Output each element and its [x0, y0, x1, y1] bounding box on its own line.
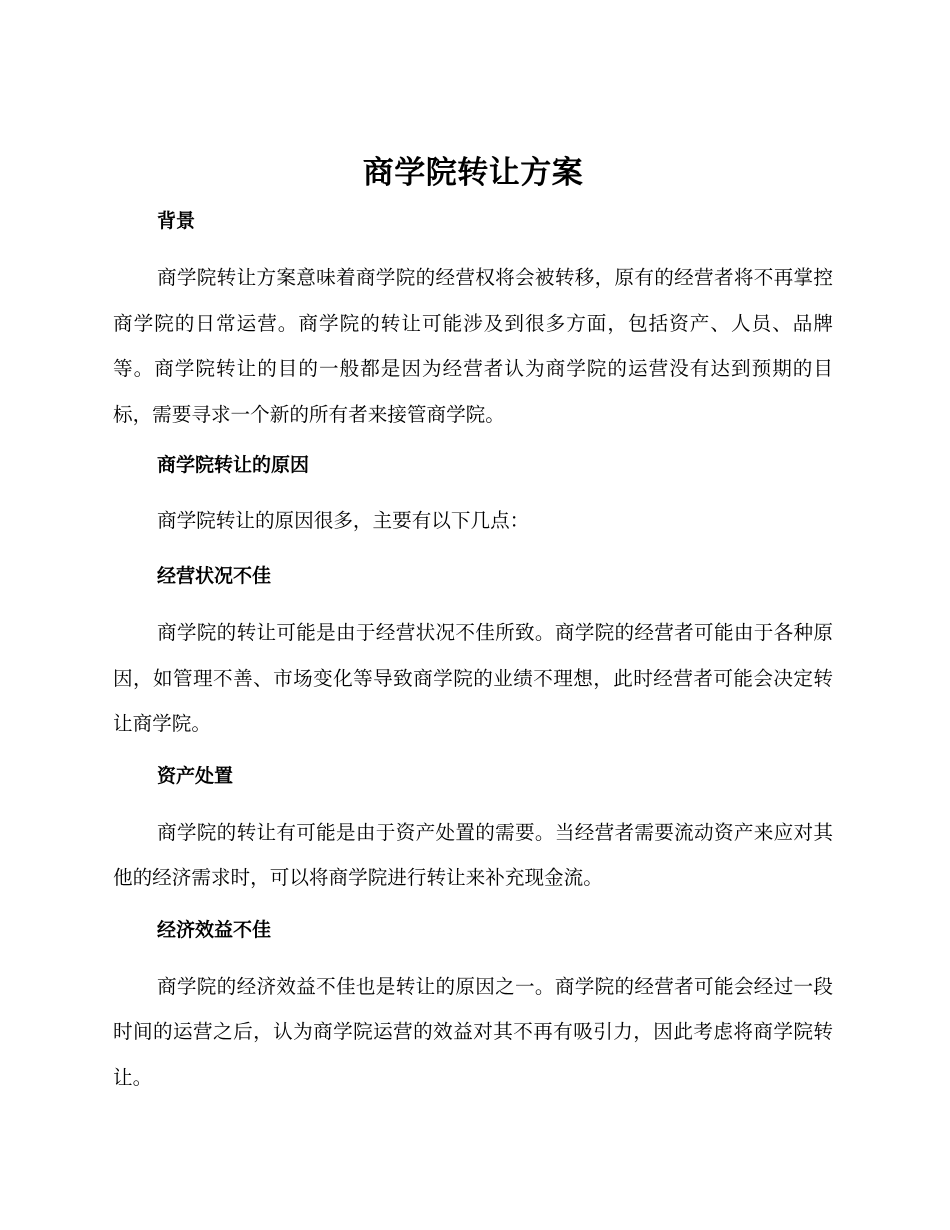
- paragraph-poor-benefit: 商学院的经济效益不佳也是转让的原因之一。商学院的经营者可能会经过一段时间的运营之后，认为商学院运营的效益对其不再有吸引力，因此考虑将商学院转让。: [113, 974, 833, 1089]
- section-heading-poor-benefit: 经济效益不佳: [157, 918, 272, 941]
- section-heading-poor-operation: 经营状况不佳: [157, 565, 272, 587]
- section-heading-asset-disposal: 资产处置: [157, 764, 234, 787]
- paragraph-poor-operation: 商学院的转让可能是由于经营状况不佳所致。商学院的经营者可能由于各种原因，如管理不善、市场变化等导致商学院的业绩不理想，此时经营者可能会决定转让商学院。: [113, 621, 833, 735]
- paragraph-asset-disposal: 商学院的转让有可能是由于资产处置的需要。当经营者需要流动资产来应对其他的经济需求时，可以将商学院进行转让来补充现金流。: [113, 820, 833, 889]
- document-page: [113, 150, 833, 1100]
- document-title: 商学院转让方案: [362, 155, 584, 191]
- paragraph-reasons-intro: 商学院转让的原因很多，主要有以下几点：: [157, 509, 530, 532]
- section-heading-reasons: 商学院转让的原因: [157, 454, 310, 476]
- paragraph-background: 商学院转让方案意味着商学院的经营权将会被转移，原有的经营者将不再掌控商学院的日常运营。商学院的转让可能涉及到很多方面，包括资产、人员、品牌等。商学院转让的目的一般都是因为经营者认为商学院的运营没有达到预期的目标，需要寻求一个新的所有者来接管商学院。: [113, 266, 833, 426]
- section-heading-background: 背景: [157, 210, 196, 232]
